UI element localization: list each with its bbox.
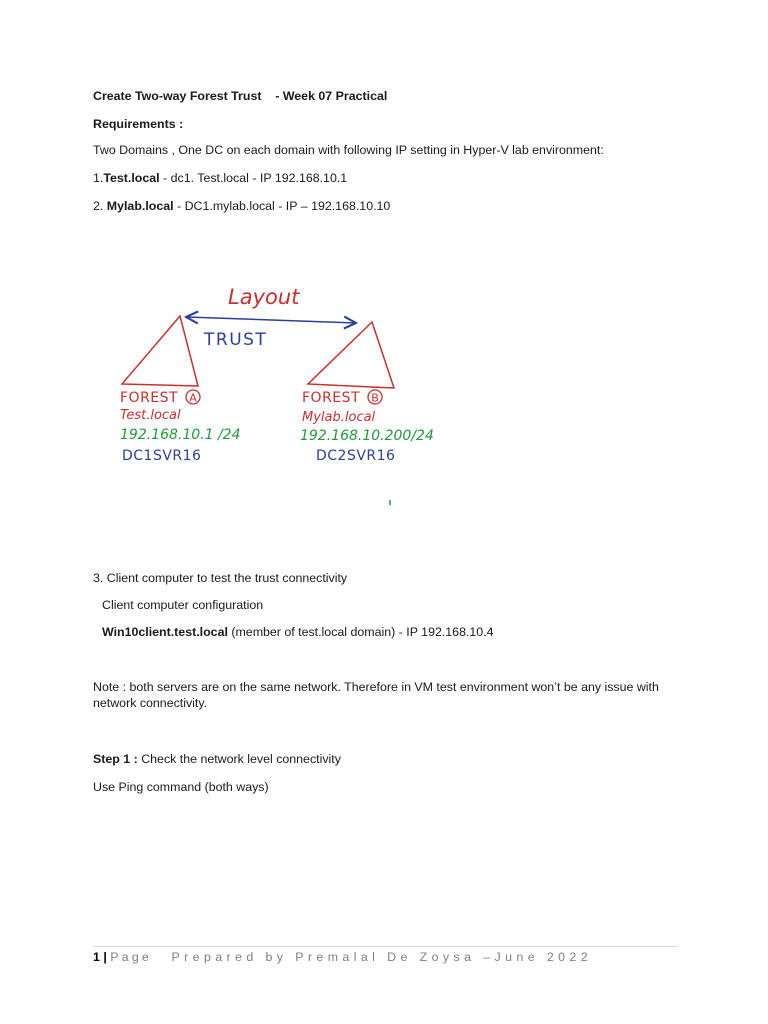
footer-page-word: Page	[110, 950, 153, 964]
forest-b-badge: B	[371, 391, 379, 405]
layout-sketch	[110, 278, 592, 550]
forest-a-ip: 192.168.10.1 /24	[120, 427, 241, 443]
requirements-heading	[93, 116, 183, 132]
footer-divider	[93, 946, 678, 947]
forest-b-triangle	[308, 322, 394, 388]
step-1-text: Check the network level connectivity	[137, 752, 341, 766]
forest-a-triangle	[122, 316, 198, 386]
forest-a-badge: A	[189, 391, 197, 405]
client-config-line	[102, 624, 494, 640]
client-detail: (member of test.local domain) - IP 192.168.10.4	[227, 625, 494, 639]
item2-number: 2.	[93, 199, 107, 213]
footer-separator: |	[103, 950, 107, 964]
title-week: - Week 07 Practical	[275, 89, 388, 103]
step-1-line	[93, 751, 341, 767]
requirement-item-1	[93, 170, 347, 186]
footer-prepared-by: Prepared by Premalal De Zoysa –June 2022	[171, 950, 592, 964]
requirement-item-3: 3. Client computer to test the trust connectivity	[93, 571, 348, 585]
document-title	[93, 88, 387, 104]
title-main: Create Two-way Forest Trust	[93, 89, 262, 103]
client-config-heading: Client computer configuration	[102, 598, 264, 612]
page-number: 1	[93, 950, 100, 964]
forest-a-server: DC1SVR16	[122, 448, 202, 464]
forest-a-notes	[120, 390, 241, 464]
sketch-heading: Layout	[228, 285, 300, 309]
item1-domain: Test.local	[103, 171, 160, 185]
step-1-label: Step 1 :	[93, 752, 138, 766]
page-footer	[93, 949, 592, 965]
item2-detail: - DC1.mylab.local - IP – 192.168.10.10	[173, 199, 391, 213]
requirement-item-2	[93, 198, 390, 214]
requirements-label: Requirements :	[93, 117, 184, 131]
forest-b-ip: 192.168.10.200/24	[300, 428, 434, 444]
item1-detail: - dc1. Test.local - IP 192.168.10.1	[159, 171, 348, 185]
forest-b-domain: Mylab.local	[302, 410, 376, 425]
item2-domain: Mylab.local	[106, 199, 174, 213]
trust-label: TRUST	[204, 330, 268, 350]
trust-arrow	[186, 317, 356, 323]
forest-b-server: DC2SVR16	[316, 448, 396, 464]
forest-a-domain: Test.local	[120, 408, 181, 423]
item1-number: 1.	[93, 171, 104, 185]
forest-b-notes	[300, 390, 434, 464]
client-hostname: Win10client.test.local	[102, 625, 228, 639]
ping-instruction: Use Ping command (both ways)	[93, 780, 269, 794]
network-note: Note : both servers are on the same network. Therefore in VM test environment won’t be any issue with network connectivity.	[93, 680, 659, 710]
intro-text: Two Domains , One DC on each domain with following IP setting in Hyper-V lab environment:	[93, 143, 604, 157]
forest-a-label: FOREST	[120, 390, 179, 406]
forest-b-label: FOREST	[302, 390, 361, 406]
